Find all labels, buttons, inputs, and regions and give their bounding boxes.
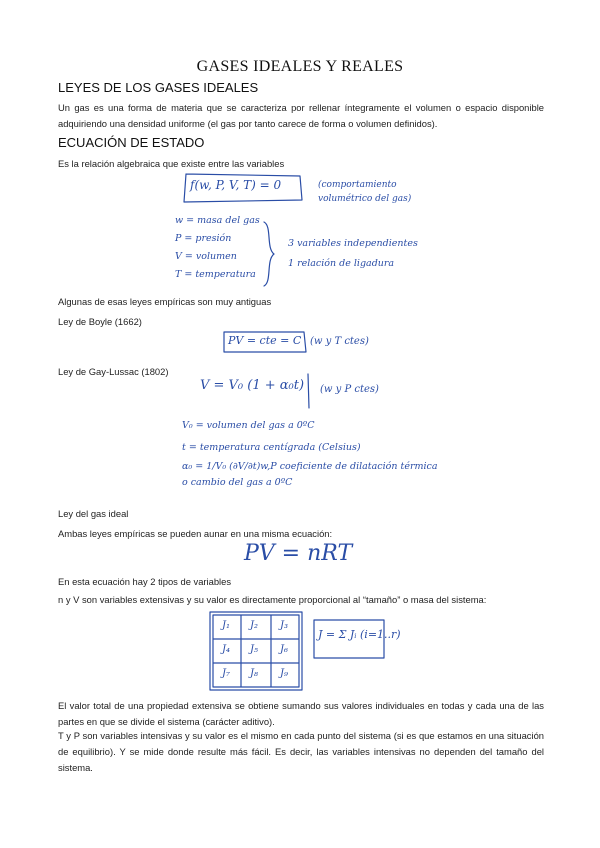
- paragraph-extensive: n y V son variables extensivas y su valor es directamente proporcional al “tamaño” o masa del sistema:: [58, 594, 487, 605]
- label-boyle: Ley de Boyle (1662): [58, 316, 142, 327]
- handwritten-gay-lussac-note: (w y P ctes): [320, 384, 379, 395]
- paragraph-intro-variables: Es la relación algebraica que existe entre las variables: [58, 158, 285, 169]
- hw-var-t: T = temperatura: [175, 269, 256, 280]
- handwritten-ideal-gas-equation: PV = nRT: [244, 541, 353, 566]
- handwritten-variable-note: 3 variables independientes 1 relación de ligadura: [288, 238, 418, 269]
- paragraph-empirical: Algunas de esas leyes empíricas son muy antiguas: [58, 296, 272, 307]
- handwritten-variable-list: [175, 212, 260, 284]
- handwritten-state-equation: f(w, P, V, T) = 0: [190, 178, 281, 192]
- paragraph-types: En esta ecuación hay 2 tipos de variables: [58, 576, 232, 587]
- handwritten-gay-lussac-defs: [182, 415, 442, 491]
- hw-var-v: V = volumen: [175, 251, 237, 262]
- paragraph-gas-definition: Un gas es una forma de materia que se caracteriza por rellenar íntegramente el volumen o espacio disponible adquiriendo una densidad uniforme (el gas por tanto carece de forma o volumen definidos).: [58, 102, 544, 129]
- label-gay-lussac: Ley de Gay-Lussac (1802): [58, 366, 169, 377]
- hw-var-p: P = presión: [175, 233, 232, 244]
- handwritten-subsystem-grid: J₁ J₂ J₃ J₄ J₅ J₆ J₇ J₈ J₉: [210, 612, 302, 690]
- handwritten-grid-sum: J = Σ Jᵢ (i=1..r): [318, 628, 401, 641]
- handwritten-boyle-equation: PV = cte = C: [228, 334, 301, 347]
- sum-box-sketch: [318, 628, 388, 662]
- equation-box-sketch: [190, 178, 310, 200]
- paragraph-ideal-intro: Ambas leyes empíricas se pueden aunar en una misma ecuación:: [58, 528, 333, 539]
- label-ideal-gas: Ley del gas ideal: [58, 508, 129, 519]
- section-heading-ecuacion: ECUACIÓN DE ESTADO: [58, 135, 205, 150]
- brace-sketch: [262, 222, 282, 288]
- page-title: GASES IDEALES Y REALES: [196, 58, 404, 75]
- handwritten-gay-lussac-equation: V = V₀ (1 + α₀t): [200, 378, 305, 393]
- hw-def-t: t = temperatura centígrada (Celsius): [182, 442, 361, 453]
- boyle-box-sketch: [228, 334, 308, 352]
- section-heading-leyes: LEYES DE LOS GASES IDEALES: [58, 80, 259, 95]
- paragraph-intensive: T y P son variables intensivas y su valor es el mismo en cada punto del sistema (si es que estamos en una situación de equilibrio). Y se mide donde resulte más fácil. Es decir, las variables intensivas no dependen del tamaño del sistema.: [58, 730, 544, 773]
- handwritten-equation-note: (comportamiento volumétrico del gas): [318, 180, 412, 204]
- hw-def-alpha: α₀ = 1/V₀ (∂V/∂t)w,P coeficiente de dilatación térmica o cambio del gas a 0ºC: [182, 461, 438, 488]
- hw-var-w: w = masa del gas: [175, 215, 260, 226]
- paragraph-total-extensive: El valor total de una propiedad extensiva se obtiene sumando sus valores individuales en todas y cada una de las partes en que se divide el sistema (carácter aditivo).: [58, 700, 544, 727]
- hw-def-v0: V₀ = volumen del gas a 0ºC: [182, 420, 315, 431]
- handwritten-boyle-note: (w y T ctes): [310, 336, 369, 347]
